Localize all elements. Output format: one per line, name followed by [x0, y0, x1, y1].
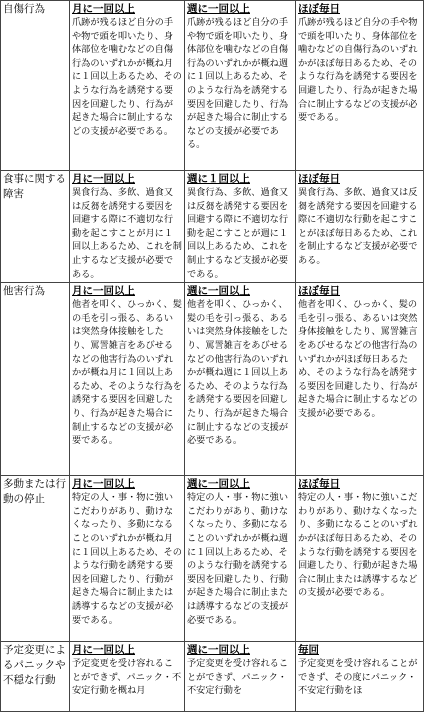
frequency-label: 月に一回以上 — [72, 285, 135, 298]
category-label: 自傷行為 — [3, 3, 45, 15]
description-text: 異食行為、多飲、過食又は反芻を誘発する要因を回避する際に不適切な行動を起こすことが週に１回以上あるため、これを制止するなど支援が必要である。 — [187, 187, 289, 280]
description-text: 他者を叩く、ひっかく、髪の毛を引っ張る、あるいは突然身体接触をしたり、罵詈雑言をあびせるなどの他害行為のいずれかが概ね月に１回以上あるため、そのような行為を誘発する要因を回避したり、行為が起きた場合に制止するなどの支援が必要である。 — [72, 299, 182, 447]
description-text: 特定の人・事・物に強いこだわりがあり、動けなくなったり、多動になることのいずれかがほぼ毎日あるため、そのような行動を誘発する要因を回避したり、行動が起きた場合に制止または誘導するなどの支援が必要である。 — [298, 492, 418, 599]
frequency-cell — [70, 283, 185, 476]
category-label: 他害行為 — [3, 285, 45, 298]
frequency-label: ほぼ毎日 — [298, 478, 340, 491]
frequency-label: 週に一回以上 — [187, 3, 250, 15]
frequency-cell — [70, 171, 185, 283]
frequency-cell — [185, 642, 296, 712]
frequency-cell — [185, 283, 296, 476]
frequency-label: 月に一回以上 — [72, 3, 135, 15]
description-text: 特定の人・事・物に強いこだわりがあり、動けなくなったり、多動になることのいずれかが概ね週に１回以上あるため、そのような行動を誘発する要因を回避したり、行動が起きた場合に制止または誘導するなどの支援が必要である。 — [187, 492, 289, 626]
frequency-label: 月に一回以上 — [72, 478, 135, 491]
frequency-cell — [70, 476, 185, 642]
table-row — [1, 476, 424, 642]
category-label: 多動または行動の停止 — [3, 478, 66, 506]
frequency-label: 月に一回以上 — [72, 644, 135, 657]
table-row — [1, 642, 424, 712]
description-text: 爪跡が残るほど自分の手や物で頭を叩いたり、身体部位を噛むなどの自傷行為のいずれかが概ね月に１回以上あるため、そのような行為を誘発する要因を回避したり、行為が起きた場合に制止するなどの支援が必要である。 — [72, 17, 182, 137]
frequency-label: 週に一回以上 — [187, 478, 250, 491]
description-text: 爪跡が残るほど自分の手や物で頭を叩いたり、身体部位を噛むなどの自傷行為のいずれかがほぼ毎日あるため、そのような行為を誘発する要因を回避したり、行為が起きた場合に制止するなどの支援が必要である。 — [298, 17, 418, 124]
frequency-cell — [185, 476, 296, 642]
description-text: 予定変更を受け容れることができず、その度にパニック・不安定行動をほ — [298, 658, 418, 697]
category-cell — [1, 1, 70, 171]
table-row — [1, 171, 424, 283]
frequency-cell — [296, 283, 424, 476]
table-row — [1, 1, 424, 171]
frequency-cell — [296, 1, 424, 171]
category-label: 予定変更によるパニックや不穏な行動 — [3, 644, 66, 687]
description-text: 異食行為、多飲、過食又は反芻を誘発する要因を回避する際に不適切な行動を起こすことが月に１回以上あるため、これを制止するなど支援が必要である。 — [72, 187, 182, 280]
category-cell — [1, 283, 70, 476]
frequency-label: ほぼ毎日 — [298, 173, 340, 185]
frequency-cell — [296, 171, 424, 283]
table-row — [1, 283, 424, 476]
frequency-cell — [185, 1, 296, 171]
category-cell — [1, 171, 70, 283]
frequency-cell — [185, 171, 296, 283]
frequency-label: ほぼ毎日 — [298, 3, 340, 15]
description-text: 予定変更を受け容れることができず、パニック・不安定行動を — [187, 658, 289, 697]
category-cell — [1, 642, 70, 712]
category-cell — [1, 476, 70, 642]
description-text: 異食行為、多飲、過食又は反芻を誘発する要因を回避する際に不適切な行動を起こすことがほぼ毎日あるため、これを制止するなど支援が必要である。 — [298, 187, 418, 266]
description-text: 他者を叩く、ひっかく、髪の毛を引っ張る、あるいは突然身体接触をしたり、罵詈雑言をあびせるなどの他害行為のいずれかが概ね週に１回以上あるため、そのような行為を誘発する要因を回避したり、行為が起きた場合に制止するなどの支援が必要である。 — [187, 299, 289, 447]
frequency-cell — [296, 642, 424, 712]
frequency-label: ほぼ毎日 — [298, 285, 340, 298]
frequency-label: 週に一回以上 — [187, 285, 250, 298]
frequency-label: 月に一回以上 — [72, 173, 135, 185]
description-text: 予定変更を受け容れることができず、パニック・不安定行動を概ね月 — [72, 658, 182, 697]
description-text: 他者を叩く、ひっかく、髪の毛を引っ張る、あるいは突然身体接触をしたり、罵詈雑言をあびせるなどの他害行為のいずれかがほぼ毎日あるため、そのような行為を誘発する要因を回避したり、行為が起きた場合に制止するなどの支援が必要である。 — [298, 299, 418, 419]
frequency-label: 週に一回以上 — [187, 644, 250, 657]
description-text: 爪跡が残るほど自分の手や物で頭を叩いたり、身体部位を噛むなどの自傷行為のいずれかが概ね週に１回以上あるため、そのような行為を誘発する要因を回避したり、行為が起きた場合に制止するなどの支援が必要である。 — [187, 17, 289, 151]
frequency-cell — [296, 476, 424, 642]
description-text: 特定の人・事・物に強いこだわりがあり、動けなくなったり、多動になることのいずれかが概ね月に１回以上あるため、そのような行動を誘発する要因を回避したり、行動が起きた場合に制止または誘導するなどの支援が必要である。 — [72, 492, 182, 626]
frequency-cell — [70, 642, 185, 712]
frequency-label: 毎回 — [298, 644, 319, 657]
frequency-label: 週に１回以上 — [187, 173, 250, 185]
category-label: 食事に関する障害 — [3, 173, 66, 200]
frequency-cell — [70, 1, 185, 171]
